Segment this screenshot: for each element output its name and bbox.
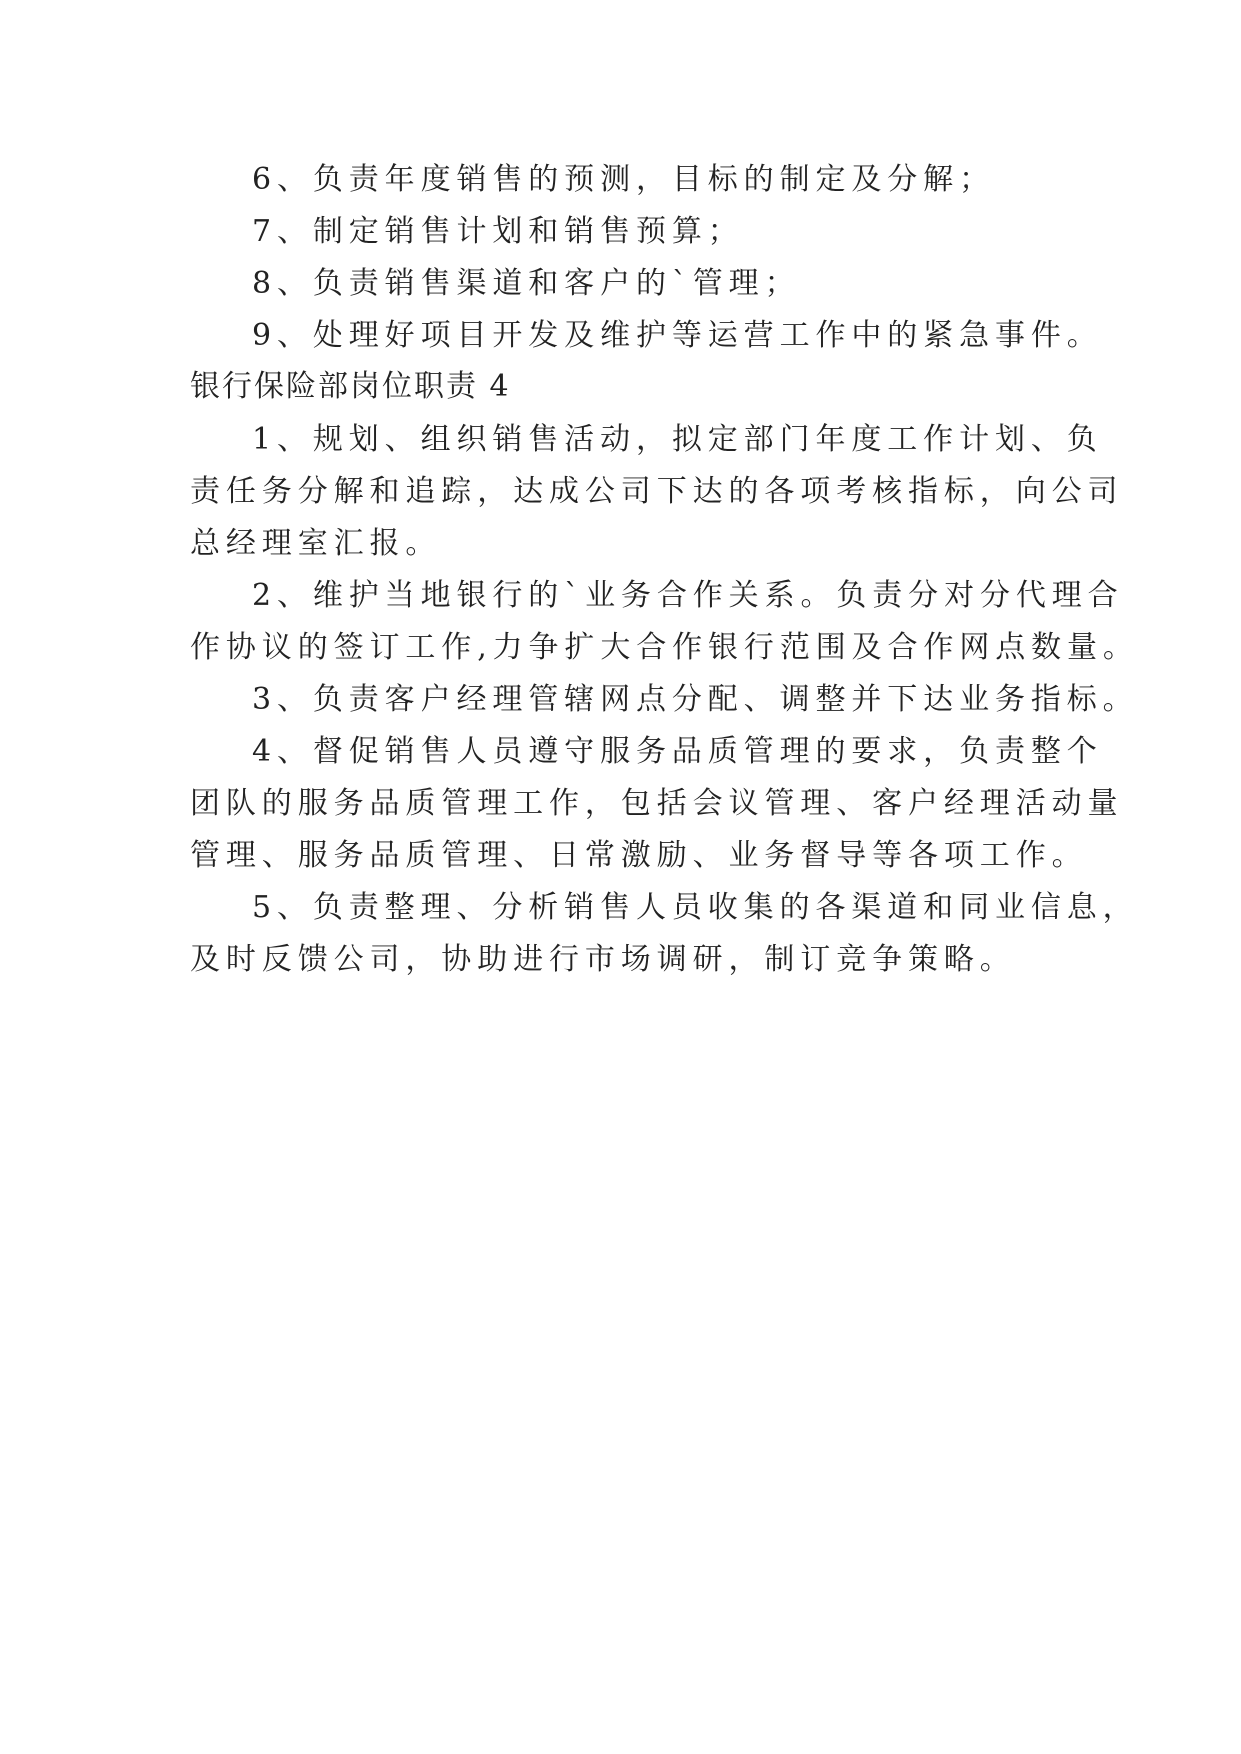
text-line: 8、负责销售渠道和客户的`管理； (252, 266, 801, 301)
text-line: 及时反馈公司，协助进行市场调研，制订竞争策略。 (190, 942, 1016, 977)
text-line: 总经理室汇报。 (190, 526, 442, 561)
text-line: 团队的服务品质管理工作，包括会议管理、客户经理活动量 (190, 786, 1124, 821)
text-line: 管理、服务品质管理、日常激励、业务督导等各项工作。 (190, 838, 1088, 873)
text-line: 3、负责客户经理管辖网点分配、调整并下达业务指标。 (252, 682, 1139, 717)
text-line: 1、规划、组织销售活动，拟定部门年度工作计划、负 (252, 422, 1103, 457)
text-line: 7、制定销售计划和销售预算； (252, 214, 744, 249)
text-line: 4、督促销售人员遵守服务品质管理的要求，负责整个 (252, 734, 1103, 769)
text-line: 作协议的签订工作,力争扩大合作银行范围及合作网点数量。 (190, 630, 1139, 665)
text-line: 责任务分解和追踪，达成公司下达的各项考核指标，向公司 (190, 474, 1124, 509)
text-line: 2、维护当地银行的`业务合作关系。负责分对分代理合 (252, 578, 1124, 613)
text-line: 9、处理好项目开发及维护等运营工作中的紧急事件。 (252, 318, 1103, 353)
text-line: 5、负责整理、分析销售人员收集的各渠道和同业信息， (252, 890, 1139, 925)
text-line: 6、负责年度销售的预测，目标的制定及分解； (252, 162, 995, 197)
section-heading: 银行保险部岗位职责 4 (190, 369, 511, 404)
